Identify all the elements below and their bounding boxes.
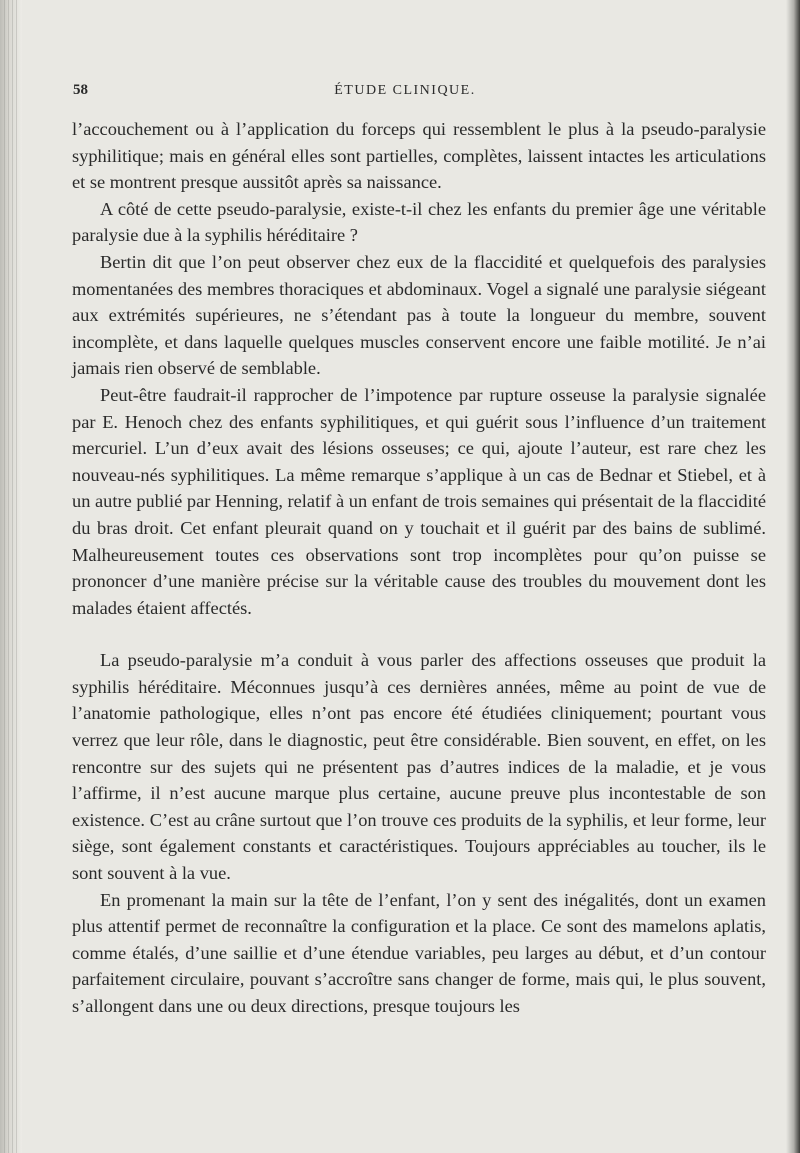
page-number: 58 bbox=[73, 82, 88, 98]
running-title: ÉTUDE CLINIQUE. bbox=[334, 83, 476, 98]
running-head bbox=[44, 82, 766, 108]
paragraph: Peut-être faudrait-il rapprocher de l’impotence par rupture osseuse la paralysie signalée par E. Henoch chez des enfants syphilitiques, et qui guérit sous l’influence d’un traitement mercuriel. L’un d’eux avait des lésions osseuses; ce qui, ajoute l’auteur, est rare chez les nouveau-nés syphilitiques. La même remarque s’applique à un cas de Bednar et Stiebel, et à un autre publié par Henning, relatif à un enfant de trois semaines qui présentait de la flaccidité du bras droit. Cet enfant pleurait quand on y touchait et il guérit par des bains de sublimé. Malheureusement toutes ces observations sont trop incomplètes pour qu’on puisse se prononcer d’une manière précise sur la véritable cause des troubles du mouvement dont les malades étaient affectés. bbox=[72, 384, 766, 618]
binding-edge-lines bbox=[4, 0, 18, 1153]
paragraph: Bertin dit que l’on peut observer chez eux de la flaccidité et quelquefois des paralysies momentanées des membres thoraciques et abdominaux. Vogel a signalé une paralysie siégeant aux extrémités supérieures, ne s’étendant pas à toute la longueur du membre, souvent incomplète, et dans laquelle quelques muscles conservent encore une faible motilité. Je n’ai jamais rien observé de semblable. bbox=[72, 251, 766, 379]
body-text bbox=[72, 116, 766, 1020]
paragraph: En promenant la main sur la tête de l’enfant, l’on y sent des inégalités, dont un examen plus attentif permet de reconnaître la configuration et la place. Ce sont des mamelons aplatis, comme étalés, d’une saillie et d’une étendue variables, peu larges au début, et d’un contour parfaitement circulaire, pouvant s’accroître sans changer de forme, mais qui, le plus souvent, s’allongent dans une ou deux directions, presque toujours les bbox=[72, 889, 766, 1016]
paragraph: La pseudo-paralysie m’a conduit à vous parler des affections osseuses que produit la syphilis héréditaire. Méconnues jusqu’à ces dernières années, même au point de vue de l’anatomie pathologique, elles n’ont pas encore été étudiées cliniquement; pourtant vous verrez que leur rôle, dans le diagnostic, peut être considérable. Bien souvent, en effet, on les rencontre sur des sujets qui ne présentent pas d’autres indices de la maladie, et je vous l’affirme, il n’est aucune marque plus certaine, aucune preuve plus incontestable de son existence. C’est au crâne surtout que l’on trouve ces produits de la syphilis, et leur forme, leur siège, sont également constants et caractéristiques. Toujours appréciables au toucher, ils le sont souvent à la vue. bbox=[72, 650, 766, 884]
paragraph: A côté de cette pseudo-paralysie, existe-t-il chez les enfants du premier âge une véritable paralysie due à la syphilis héréditaire ? bbox=[72, 198, 766, 246]
paragraph-continuation: l’accouchement ou à l’application du forceps qui ressemblent le plus à la pseudo-paralysie syphilitique; mais en général elles sont partielles, complètes, laissent intactes les articulations et se montrent presque aussitôt après sa naissance. bbox=[72, 119, 766, 193]
page-edge-shadow bbox=[786, 0, 800, 1153]
binding-gutter bbox=[0, 0, 22, 1153]
book-page bbox=[44, 82, 766, 1020]
